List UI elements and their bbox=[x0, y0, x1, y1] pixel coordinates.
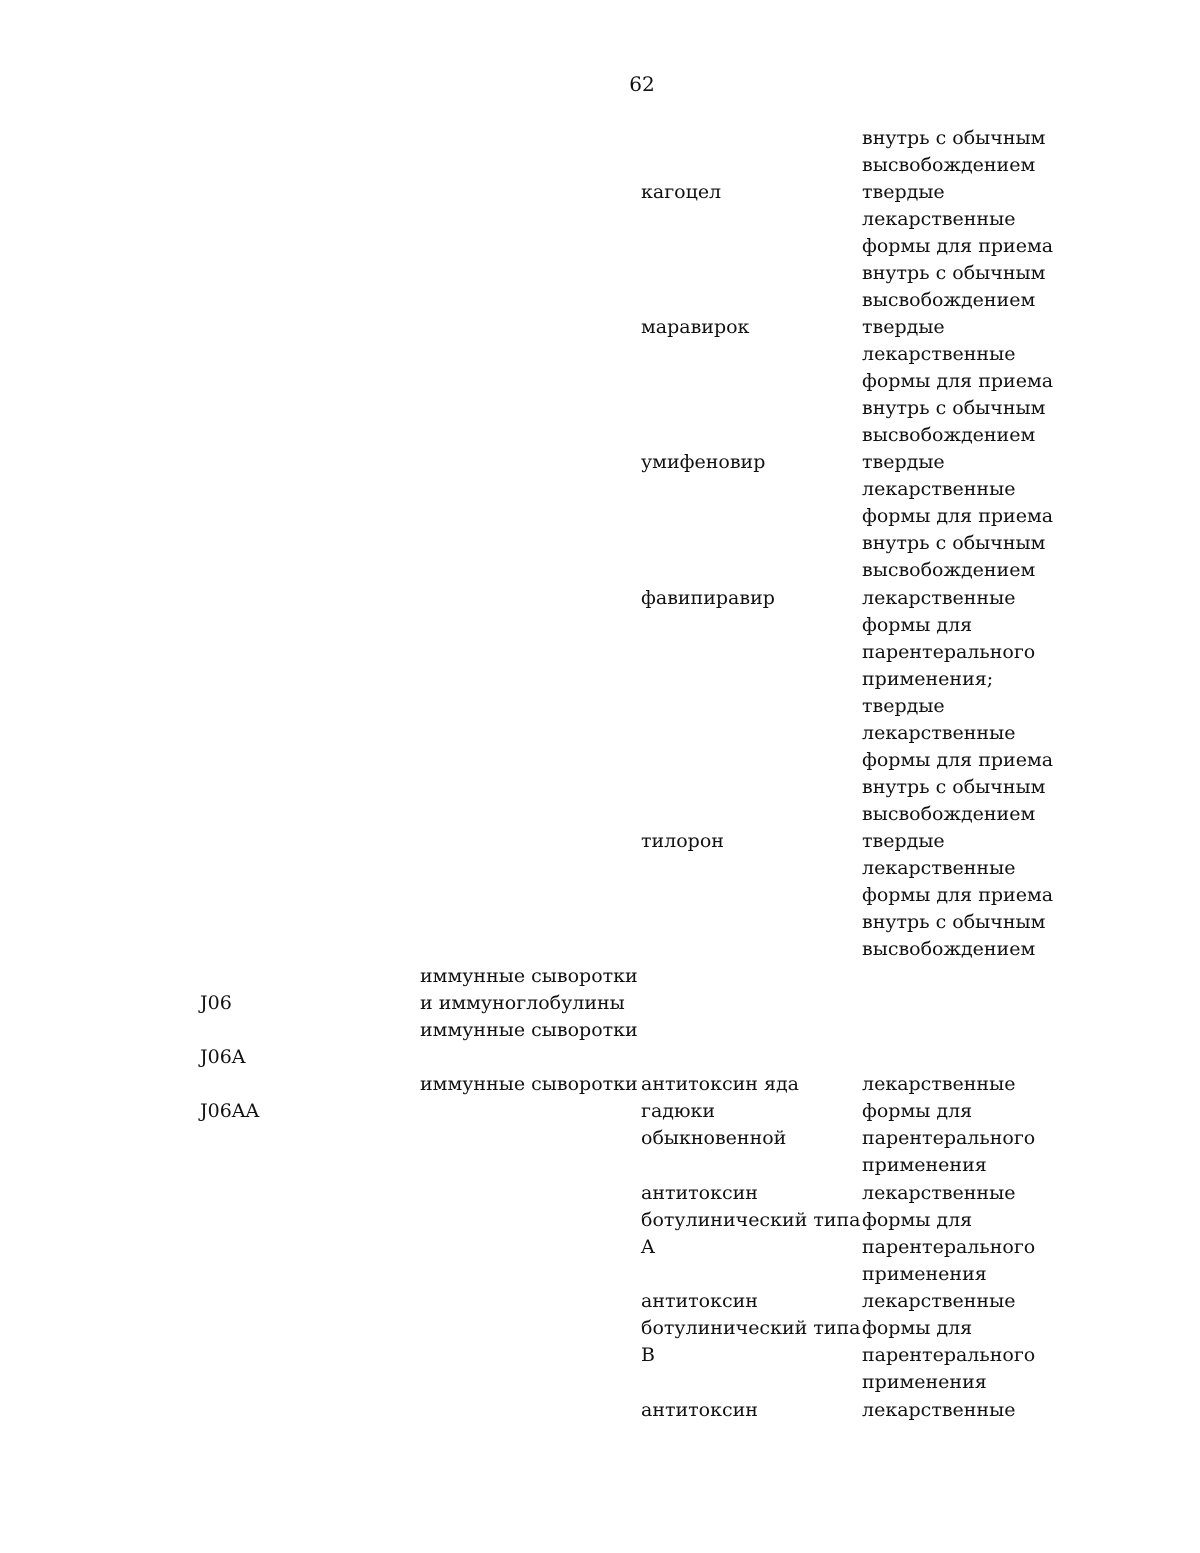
drug-cell: антитоксин ботулинический типа B bbox=[641, 1290, 861, 1366]
drug-cell: кагоцел bbox=[641, 181, 722, 203]
form-cell: твердые лекарственные формы для приема внутрь с обычным высвобождением bbox=[862, 451, 1054, 581]
drug-cell: антитоксин bbox=[641, 1399, 758, 1421]
drug-cell: фавипиравир bbox=[641, 587, 775, 609]
form-cell: лекарственные формы для парентерального применения bbox=[862, 1290, 1036, 1393]
drug-cell: маравирок bbox=[641, 316, 750, 338]
drug-cell: умифеновир bbox=[641, 451, 766, 473]
form-cell: лекарственные формы для парентерального применения bbox=[862, 1073, 1036, 1176]
drug-cell: тилорон bbox=[641, 830, 724, 852]
form-cell: твердые лекарственные формы для приема внутрь с обычным высвобождением bbox=[862, 830, 1054, 960]
form-cell: лекарственные bbox=[862, 1399, 1016, 1421]
atc-code-cell: J06 bbox=[200, 992, 232, 1014]
form-cell: лекарственные формы для парентерального применения; твердые лекарственные формы для приема внутрь с обычным высвобождением bbox=[862, 587, 1054, 825]
form-cell: твердые лекарственные формы для приема внутрь с обычным высвобождением bbox=[862, 316, 1054, 446]
form-cell: твердые лекарственные формы для приема внутрь с обычным высвобождением bbox=[862, 181, 1054, 311]
form-cell: внутрь с обычным высвобождением bbox=[862, 127, 1046, 176]
group-name-cell: иммунные сыворотки bbox=[420, 1073, 638, 1095]
drug-cell: антитоксин яда гадюки обыкновенной bbox=[641, 1073, 800, 1149]
form-cell: лекарственные формы для парентерального применения bbox=[862, 1182, 1036, 1285]
page-number: 62 bbox=[629, 72, 655, 96]
atc-code-cell: J06A bbox=[200, 1046, 246, 1068]
drug-cell: антитоксин ботулинический типа A bbox=[641, 1182, 861, 1258]
group-name-cell: иммунные сыворотки bbox=[420, 1019, 638, 1041]
atc-code-cell: J06AA bbox=[200, 1100, 260, 1122]
group-name-cell: иммунные сыворотки и иммуноглобулины bbox=[420, 965, 638, 1014]
